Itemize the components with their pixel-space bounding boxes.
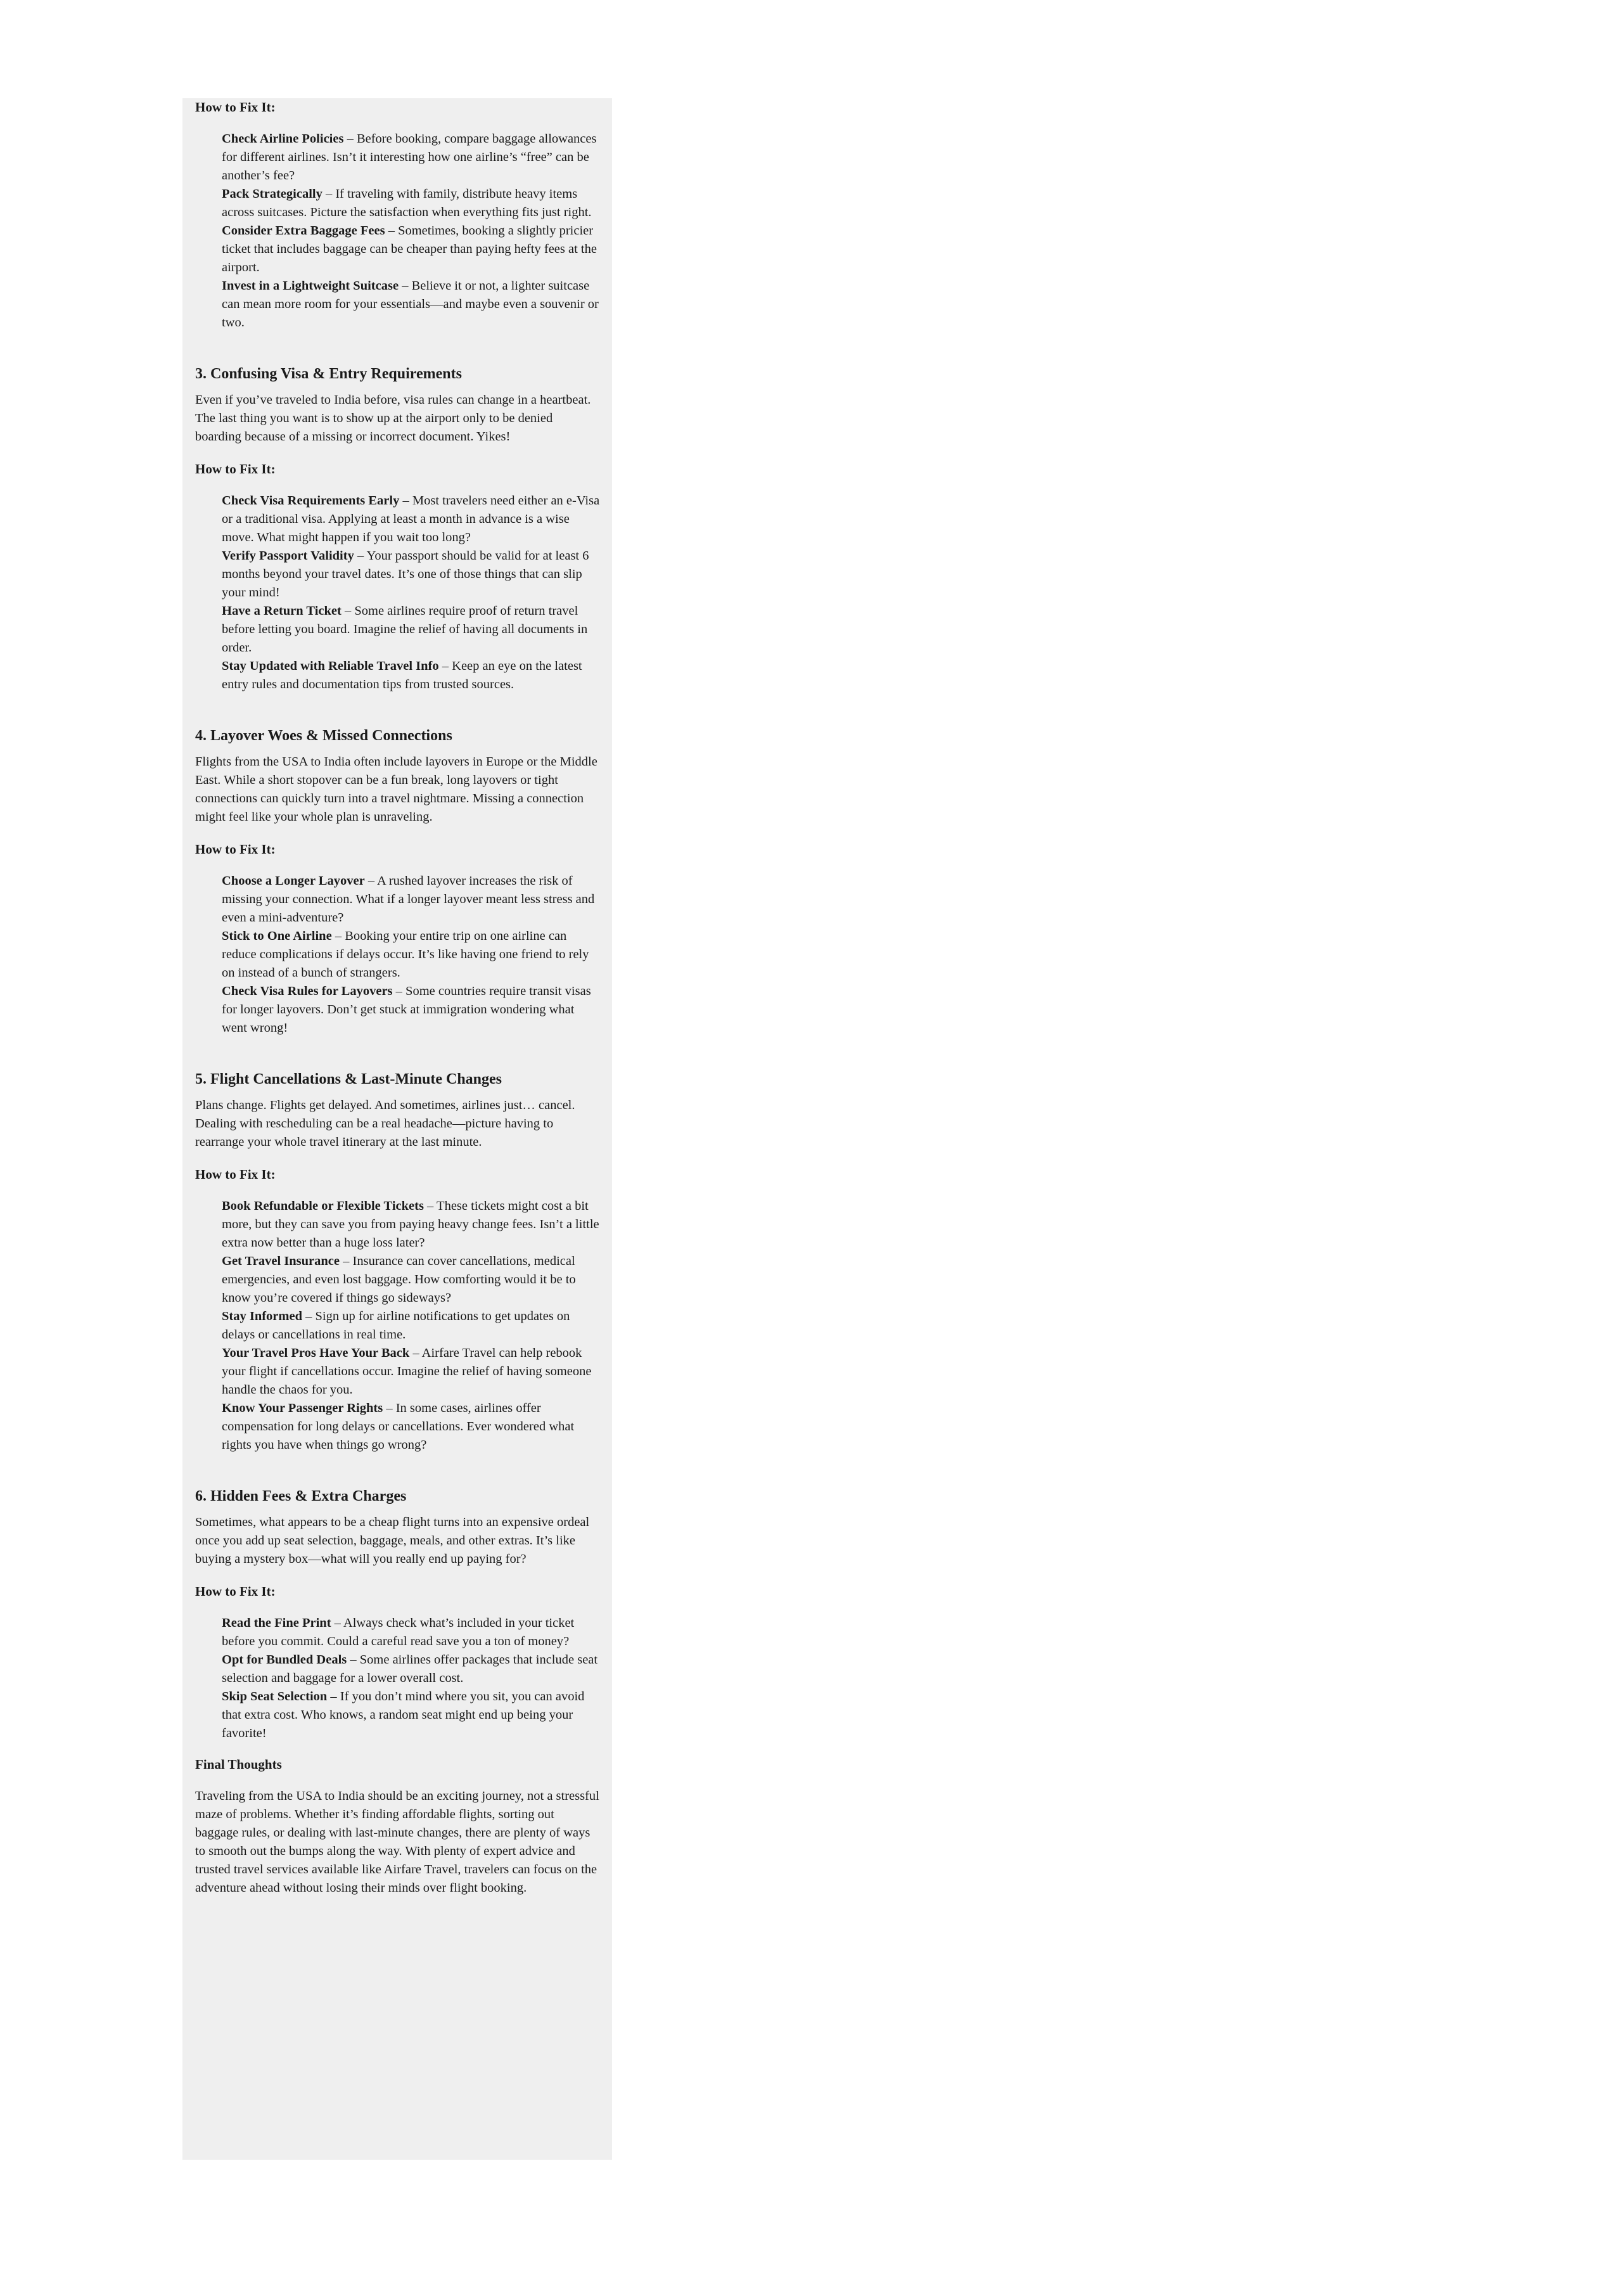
tip-text: – Some airlines require proof of return travel before letting you board. Imagine the relief of having all documents in order. — [222, 604, 588, 655]
tip-text: – Keep an eye on the latest entry rules and documentation tips from trusted sources. — [222, 659, 582, 691]
tip-text: – Insurance can cover cancellations, medical emergencies, and even lost baggage. How comforting would it be to know you’re covered if things go sideways? — [222, 1254, 576, 1305]
tip-text: – Most travelers need either an e-Visa or a traditional visa. Applying at least a month in advance is a wise move. What might happen if you wait too long? — [222, 494, 600, 544]
tip-item — [222, 492, 601, 547]
tip-text: – Booking your entire trip on one airline can reduce complications if delays occur. It’s like having one friend to rely on instead of a bunch of strangers. — [222, 929, 589, 980]
tip-text: – Airfare Travel can help rebook your flight if cancellations occur. Imagine the relief of having someone handle the chaos for you. — [222, 1346, 592, 1397]
tip-title: Stay Informed — [222, 1309, 302, 1323]
tip-title: Choose a Longer Layover — [222, 874, 365, 888]
how-to-fix-heading: How to Fix It: — [195, 1167, 276, 1182]
tip-item — [222, 1651, 601, 1688]
tip-item — [222, 602, 601, 657]
tip-item — [222, 1344, 601, 1399]
tip-text: – Believe it or not, a lighter suitcase can mean more room for your essentials—and maybe even a souvenir or two. — [222, 279, 599, 330]
section-intro: Sometimes, what appears to be a cheap flight turns into an expensive ordeal once you add up seat selection, baggage, meals, and other extras. It’s like buying a mystery box—what will you really end up paying for? — [195, 1515, 590, 1566]
final-thoughts-text: Traveling from the USA to India should be an exciting journey, not a stressful maze of problems. Whether it’s finding affordable flights, sorting out baggage rules, or dealing with last-minute changes, there are plenty of ways to smooth out the bumps along the way. With plenty of expert advice and trusted travel services available like Airfare Travel, travelers can focus on the adventure ahead without losing their minds over flight booking. — [195, 1789, 599, 1895]
tip-text: – These tickets might cost a bit more, but they can save you from paying heavy change fees. Isn’t a little extra now better than a huge loss later? — [222, 1199, 599, 1250]
tip-item — [222, 185, 601, 222]
section-intro: Flights from the USA to India often include layovers in Europe or the Middle East. While a short stopover can be a fun break, long layovers or tight connections can quickly turn into a travel nightmare. Missing a connection might feel like your whole plan is unraveling. — [195, 755, 597, 824]
tip-title: Check Visa Requirements Early — [222, 494, 400, 508]
tip-title: Read the Fine Print — [222, 1616, 331, 1630]
tip-title: Get Travel Insurance — [222, 1254, 340, 1268]
tip-list — [195, 130, 601, 332]
tip-text: – If traveling with family, distribute heavy items across suitcases. Picture the satisfaction when everything fits just right. — [222, 187, 592, 219]
tip-title: Book Refundable or Flexible Tickets — [222, 1199, 424, 1213]
tip-title: Check Airline Policies — [222, 132, 344, 146]
tip-list — [195, 872, 601, 1037]
tip-title: Consider Extra Baggage Fees — [222, 224, 385, 238]
tip-title: Your Travel Pros Have Your Back — [222, 1346, 410, 1360]
tip-text: – Sometimes, booking a slightly pricier ticket that includes baggage can be cheaper than paying hefty fees at the airport. — [222, 224, 597, 274]
tip-title: Verify Passport Validity — [222, 549, 354, 563]
tip-item — [222, 657, 601, 694]
tip-text: – Your passport should be valid for at least 6 months beyond your travel dates. It’s one of those things that can slip your mind! — [222, 549, 589, 600]
tip-item — [222, 1399, 601, 1454]
tip-text: – If you don’t mind where you sit, you can avoid that extra cost. Who knows, a random seat might end up being your favorite! — [222, 1690, 585, 1740]
tip-title: Invest in a Lightweight Suitcase — [222, 279, 399, 293]
tip-title: Stay Updated with Reliable Travel Info — [222, 659, 439, 673]
tip-item — [222, 1614, 601, 1651]
how-to-fix-heading: How to Fix It: — [195, 842, 276, 857]
how-to-fix-heading: How to Fix It: — [195, 1584, 276, 1599]
tip-item — [222, 982, 601, 1037]
section-heading: 5. Flight Cancellations & Last-Minute Changes — [195, 1071, 502, 1087]
section-intro: Plans change. Flights get delayed. And sometimes, airlines just… cancel. Dealing with rescheduling can be a real headache—picture having to rearrange your whole travel itinerary at the last minute. — [195, 1098, 575, 1149]
section-intro: Even if you’ve traveled to India before, visa rules can change in a heartbeat. The last thing you want is to show up at the airport only to be denied boarding because of a missing or incorrect document. Yikes! — [195, 393, 591, 444]
tip-text: – A rushed layover increases the risk of missing your connection. What if a longer layover meant less stress and even a mini-adventure? — [222, 874, 595, 925]
tip-item — [222, 927, 601, 982]
tip-item — [222, 130, 601, 185]
tip-title: Pack Strategically — [222, 187, 322, 201]
tip-title: Skip Seat Selection — [222, 1690, 328, 1703]
section-heading: 4. Layover Woes & Missed Connections — [195, 728, 452, 744]
tip-title: Stick to One Airline — [222, 929, 332, 943]
how-to-fix-heading: How to Fix It: — [195, 99, 276, 115]
tip-title: Opt for Bundled Deals — [222, 1653, 347, 1667]
tip-item — [222, 1197, 601, 1252]
how-to-fix-heading: How to Fix It: — [195, 461, 276, 477]
tip-text: – Before booking, compare baggage allowances for different airlines. Isn’t it interesting how one airline’s “free” can be another’s fee? — [222, 132, 597, 183]
tip-item — [222, 222, 601, 277]
tip-item — [222, 277, 601, 332]
article-panel — [182, 98, 612, 2160]
section-heading: 3. Confusing Visa & Entry Requirements — [195, 366, 462, 382]
tip-list — [195, 1197, 601, 1454]
tip-list — [195, 1614, 601, 1743]
tip-item — [222, 547, 601, 602]
final-thoughts-heading: Final Thoughts — [195, 1757, 282, 1772]
tip-item — [222, 1688, 601, 1743]
tip-title: Know Your Passenger Rights — [222, 1401, 383, 1415]
section-heading: 6. Hidden Fees & Extra Charges — [195, 1488, 407, 1504]
tip-title: Have a Return Ticket — [222, 604, 342, 618]
tip-title: Check Visa Rules for Layovers — [222, 984, 393, 998]
tip-text: – Some airlines offer packages that include seat selection and baggage for a lower overall cost. — [222, 1653, 598, 1685]
tip-text: – Some countries require transit visas for longer layovers. Don’t get stuck at immigration wondering what went wrong! — [222, 984, 591, 1035]
tip-text: – In some cases, airlines offer compensation for long delays or cancellations. Ever wondered what rights you have when things go wrong? — [222, 1401, 575, 1452]
tip-text: – Always check what’s included in your ticket before you commit. Could a careful read save you a ton of money? — [222, 1616, 575, 1648]
tip-list — [195, 492, 601, 694]
tip-item — [222, 1307, 601, 1344]
tip-text: – Sign up for airline notifications to get updates on delays or cancellations in real time. — [222, 1309, 570, 1342]
tip-item — [222, 872, 601, 927]
tip-item — [222, 1252, 601, 1307]
